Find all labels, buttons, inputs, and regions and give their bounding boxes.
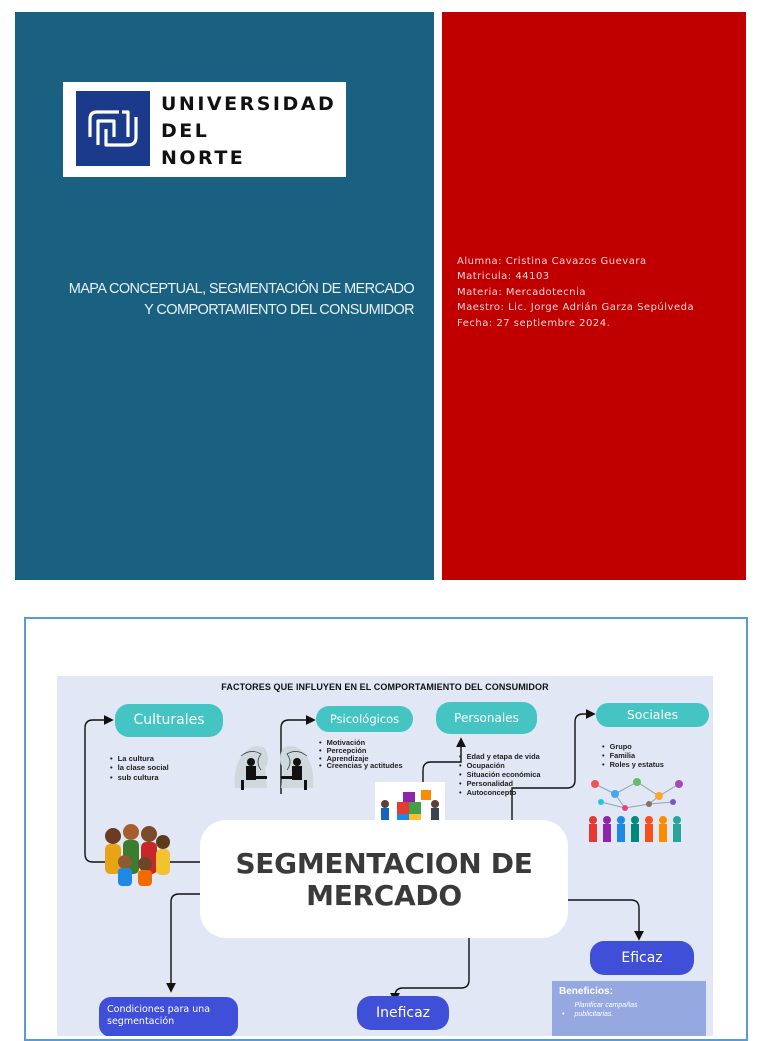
info-maestro: Maestro: Lic. Jorge Adrián Garza Sepúlveda bbox=[457, 302, 695, 314]
list-item: • Roles y estatus bbox=[602, 760, 664, 769]
outcome-ineficaz-label: Ineficaz bbox=[375, 1005, 431, 1021]
list-item: • Ocupación bbox=[459, 761, 541, 770]
list-item: • sub cultura bbox=[110, 773, 169, 782]
outcome-condiciones-label: Condiciones para una segmentación bbox=[107, 1004, 211, 1027]
center-title bbox=[200, 848, 568, 912]
center-title-line-1: SEGMENTACION DE bbox=[235, 847, 533, 880]
psicologicos-list bbox=[319, 739, 403, 770]
factor-psicologicos bbox=[316, 706, 413, 732]
segmentacion-center-node bbox=[200, 820, 568, 938]
university-emblem-icon bbox=[76, 91, 150, 166]
logo-line-1: UNIVERSIDAD bbox=[161, 93, 337, 115]
list-item: • La cultura bbox=[110, 754, 169, 763]
document-title-line-2: Y COMPORTAMIENTO DEL CONSUMIDOR bbox=[144, 302, 414, 318]
center-title-line-2: MERCADO bbox=[306, 879, 462, 912]
outcome-condiciones bbox=[99, 997, 238, 1036]
culturales-list bbox=[110, 754, 169, 782]
beneficios-title: Beneficios: bbox=[559, 986, 613, 997]
list-item: • Motivación bbox=[319, 739, 403, 747]
sociales-list bbox=[602, 742, 664, 769]
list-item: • Creencias y actitudes bbox=[319, 762, 403, 770]
list-item: • Personalidad bbox=[459, 779, 541, 788]
factor-sociales bbox=[596, 703, 709, 727]
list-item: • Percepción bbox=[319, 747, 403, 755]
concept-map bbox=[57, 676, 713, 1036]
factor-psicologicos-label: Psicológicos bbox=[329, 712, 400, 726]
factor-personales-label: Personales bbox=[454, 711, 519, 725]
factor-personales bbox=[436, 702, 537, 734]
outcome-ineficaz bbox=[357, 996, 449, 1030]
logo-line-3: NORTE bbox=[161, 147, 246, 169]
social-network-people-illustration bbox=[585, 774, 689, 844]
info-alumna: Alumna: Cristina Cavazos Guevara bbox=[457, 256, 647, 267]
list-item: • Aprendizaje bbox=[319, 755, 403, 763]
list-item: • Familia bbox=[602, 751, 664, 760]
outcome-eficaz-label: Eficaz bbox=[621, 950, 663, 966]
info-materia: Materia: Mercadotecnia bbox=[457, 286, 586, 298]
outcome-eficaz bbox=[590, 941, 694, 975]
list-item: • Edad y etapa de vida bbox=[459, 752, 541, 761]
list-item: • Autoconcepto bbox=[459, 788, 541, 797]
factor-culturales-label: Culturales bbox=[133, 712, 205, 728]
factor-culturales bbox=[115, 704, 223, 737]
list-item: • Situación económica bbox=[459, 770, 541, 779]
culture-people-illustration bbox=[99, 818, 173, 888]
logo-line-2: DEL bbox=[161, 120, 210, 142]
info-fecha: Fecha: 27 septiembre 2024. bbox=[457, 317, 611, 329]
university-logo bbox=[63, 82, 346, 177]
document-title bbox=[30, 279, 414, 321]
student-info bbox=[457, 254, 742, 331]
concept-map-heading: FACTORES QUE INFLUYEN EN EL COMPORTAMIENTO DEL CONSUMIDOR bbox=[221, 682, 549, 692]
document-title-line-1: MAPA CONCEPTUAL, SEGMENTACIÓN DE MERCADO bbox=[68, 281, 414, 297]
beneficios-item: •Planificar campañas publicitarias. bbox=[562, 1001, 674, 1019]
university-name bbox=[161, 91, 336, 172]
list-item: • Grupo bbox=[602, 742, 664, 751]
info-matricula: Matricula: 44103 bbox=[457, 271, 550, 283]
personales-list bbox=[459, 752, 541, 797]
list-item: • la clase social bbox=[110, 763, 169, 772]
beneficios-item-text: Planificar campañas publicitarias. bbox=[574, 1002, 638, 1018]
factor-sociales-label: Sociales bbox=[626, 707, 679, 722]
beneficios-box bbox=[552, 981, 706, 1036]
psychology-heads-illustration bbox=[231, 736, 317, 792]
